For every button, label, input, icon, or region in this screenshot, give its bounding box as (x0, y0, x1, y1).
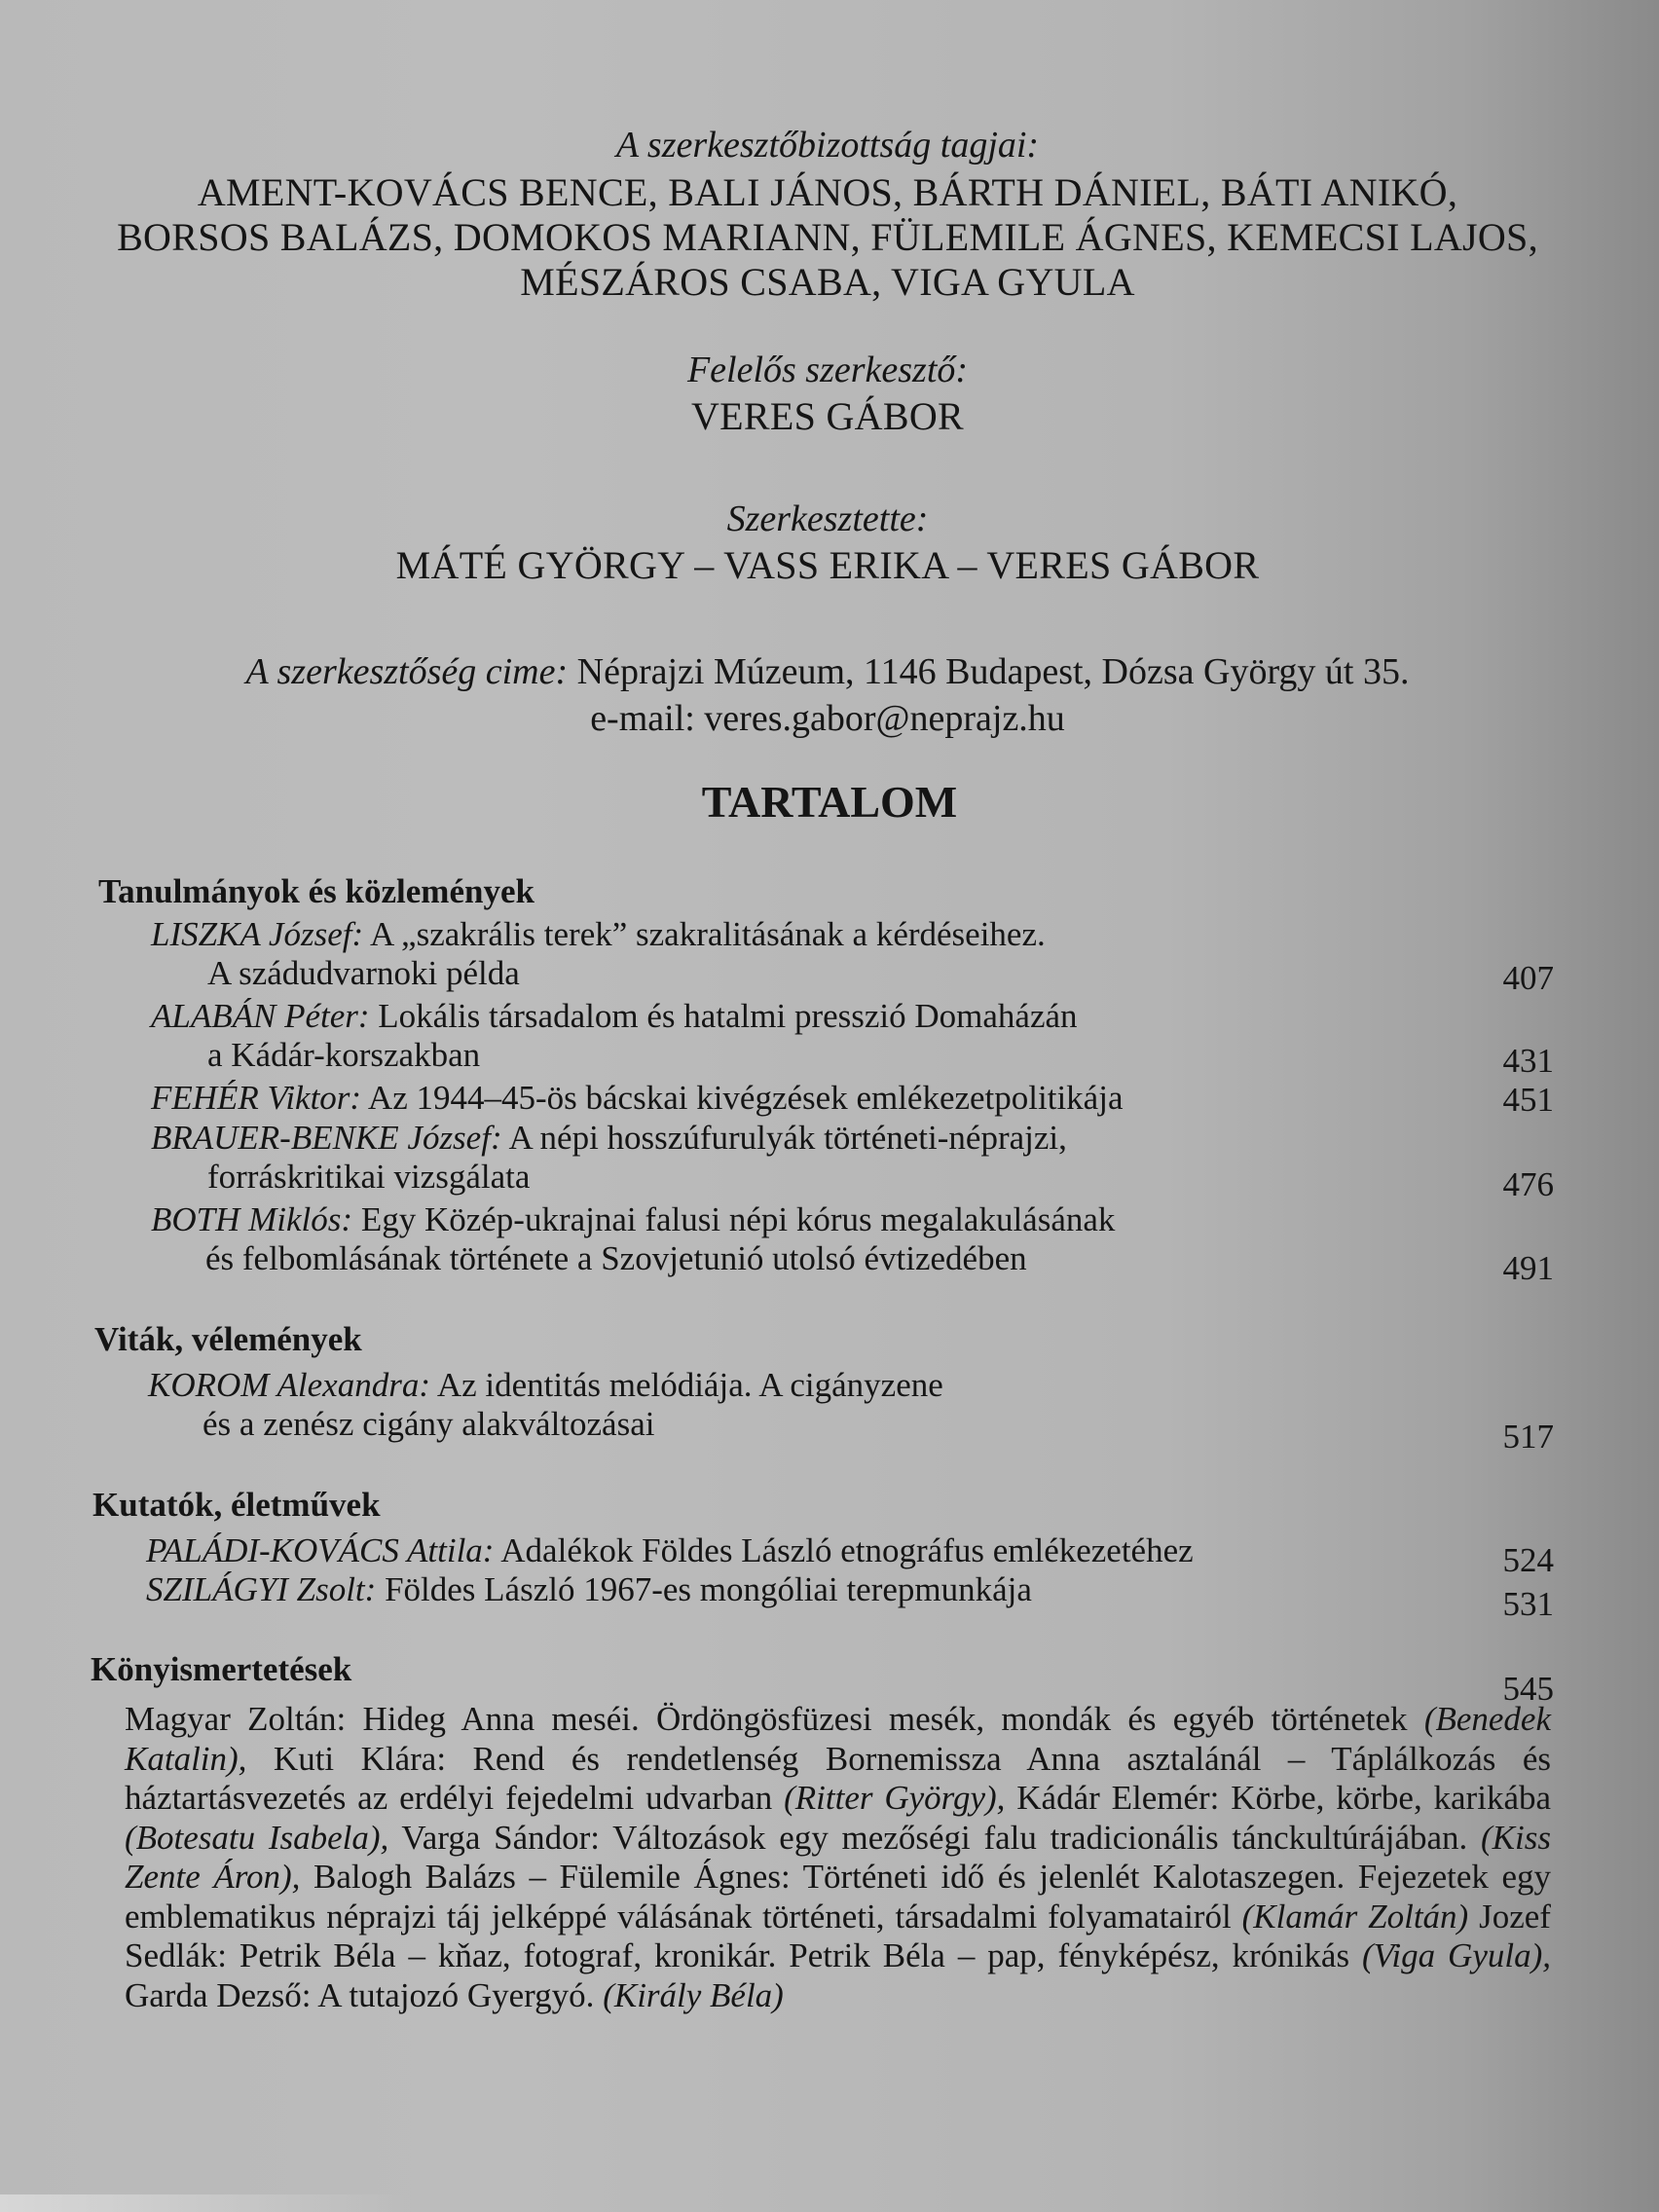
entry-page: 491 (1502, 1249, 1554, 1287)
toc-entry (146, 1531, 1194, 1570)
address-line (78, 648, 1577, 695)
watermark-strip (0, 2194, 409, 2212)
address-value: Néprajzi Múzeum, 1146 Budapest, Dózsa György út 35. (576, 651, 1410, 692)
entry-title-cont: a Kádár-korszakban (207, 1036, 481, 1074)
entry-page: 451 (1502, 1081, 1554, 1119)
entry-author: SZILÁGYI Zsolt: (146, 1570, 377, 1608)
entry-author: ALABÁN Péter: (151, 997, 370, 1035)
edited-names: MÁTÉ GYÖRGY – VASS ERIKA – VERES GÁBOR (395, 543, 1260, 587)
review-text: Varga Sándor: Változások egy mezőségi falu tradicionális tánckultúrájában. (388, 1818, 1482, 1857)
entry-title: Adalékok Földes László etnográfus emlékezetéhez (500, 1531, 1194, 1569)
entry-title: Az 1944–45-ös bácskai kivégzések emlékezetpolitikája (367, 1079, 1124, 1117)
toc-entry (151, 915, 1046, 954)
review-text: Magyar Zoltán: Hideg Anna meséi. Ördöngösfüzesi mesék, mondák és egyéb történetek (125, 1700, 1424, 1738)
toc-entry (151, 1200, 1115, 1239)
entry-title-cont: forráskritikai vizsgálata (207, 1158, 531, 1196)
reviewer: (Viga Gyula), (1361, 1936, 1551, 1974)
entry-title: Földes László 1967-es mongóliai terepmunkája (385, 1570, 1032, 1608)
toc-entry (151, 997, 1078, 1036)
book-reviews (125, 1700, 1551, 2015)
entry-page: 531 (1502, 1585, 1554, 1623)
responsible-label: Felelős szerkesztő: (686, 350, 969, 390)
entry-page: 476 (1502, 1165, 1554, 1203)
reviewer: (Klamár Zoltán) (1241, 1897, 1469, 1936)
entry-author: BOTH Miklós: (151, 1200, 353, 1238)
entry-page: 545 (1502, 1670, 1554, 1708)
reviewer: (Kiss Zente Áron), (125, 1818, 1551, 1896)
entry-title-cont: és felbomlásának története a Szovjetunió utolsó évtizedében (205, 1239, 1027, 1277)
section-heading: Könyismertetések (91, 1650, 352, 1688)
entry-author: PALÁDI-KOVÁCS Attila: (146, 1531, 495, 1569)
reviewer: (Benedek Katalin), (125, 1700, 1551, 1778)
board-line: MÉSZÁROS CSABA, VIGA GYULA (520, 260, 1135, 304)
entry-title: Lokális társadalom és hatalmi presszió Domaházán (378, 997, 1078, 1035)
responsible-name: VERES GÁBOR (691, 394, 964, 438)
edited-label: Szerkesztette: (726, 498, 929, 539)
toc-entry (148, 1366, 943, 1405)
section-heading: Tanulmányok és közlemények (98, 872, 535, 910)
entry-title-cont: A szádudvarnoki példa (207, 954, 520, 992)
review-text: Kádár Elemér: Körbe, körbe, karikába (1005, 1779, 1552, 1817)
entry-title: Egy Közép-ukrajnai falusi népi kórus megalakulásának (360, 1200, 1116, 1238)
entry-author: FEHÉR Viktor: (151, 1079, 362, 1117)
toc-entry (151, 1079, 1123, 1118)
section-heading: Viták, vélemények (94, 1320, 362, 1358)
entry-page: 407 (1502, 959, 1554, 997)
review-text: Garda Dezső: A tutajozó Gyergyó. (125, 1975, 604, 2014)
entry-title: A népi hosszúfurulyák történeti-néprajzi, (508, 1119, 1067, 1157)
entry-title: A „szakrális terek” szakralitásának a kérdéseihez. (369, 915, 1046, 953)
entry-page: 524 (1502, 1541, 1554, 1579)
board-line: AMENT-KOVÁCS BENCE, BALI JÁNOS, BÁRTH DÁNIEL, BÁTI ANIKÓ, (197, 170, 1458, 214)
section-heading: Kutatók, életművek (92, 1486, 381, 1524)
entry-title: Az identitás melódiája. A cigányzene (436, 1366, 943, 1404)
reviewer: (Ritter György), (784, 1779, 1006, 1817)
review-text: Jozef Sedlák: Petrik Béla – kňaz, fotograf, kronikár. Petrik Béla – pap, fényképész, krónikás (125, 1897, 1551, 1974)
entry-author: BRAUER-BENKE József: (151, 1119, 502, 1157)
entry-title-cont: és a zenész cigány alakváltozásai (203, 1405, 655, 1443)
entry-author: KOROM Alexandra: (148, 1366, 430, 1404)
entry-page: 431 (1502, 1042, 1554, 1080)
toc-entry (151, 1119, 1067, 1158)
review-text: Balogh Balázs – Fülemile Ágnes: Történeti idő és jelenlét Kalotaszegen. Fejezetek egy emblematikus néprajzi táj jelképpé válásának történeti, társadalmi folyamatairól (125, 1858, 1551, 1936)
review-text: Kuti Klára: Rend és rendetlenség Bornemissza Anna asztalánál – Táplálkozás és háztartásvezetés az erdélyi fejedelmi udvarban (125, 1739, 1551, 1817)
toc-entry (146, 1570, 1032, 1609)
reviewer: (Király Béla) (603, 1975, 784, 2014)
board-label: A szerkesztőbizottság tagjai: (615, 125, 1040, 166)
email-line: e-mail: veres.gabor@neprajz.hu (590, 698, 1065, 739)
board-line: BORSOS BALÁZS, DOMOKOS MARIANN, FÜLEMILE ÁGNES, KEMECSI LAJOS, (117, 215, 1538, 259)
address-label: A szerkesztőség cime: (245, 651, 569, 692)
toc-title: TARTALOM (701, 777, 958, 827)
entry-page: 517 (1502, 1418, 1554, 1456)
reviewer: (Botesatu Isabela), (125, 1818, 389, 1857)
entry-author: LISZKA József: (151, 915, 364, 953)
